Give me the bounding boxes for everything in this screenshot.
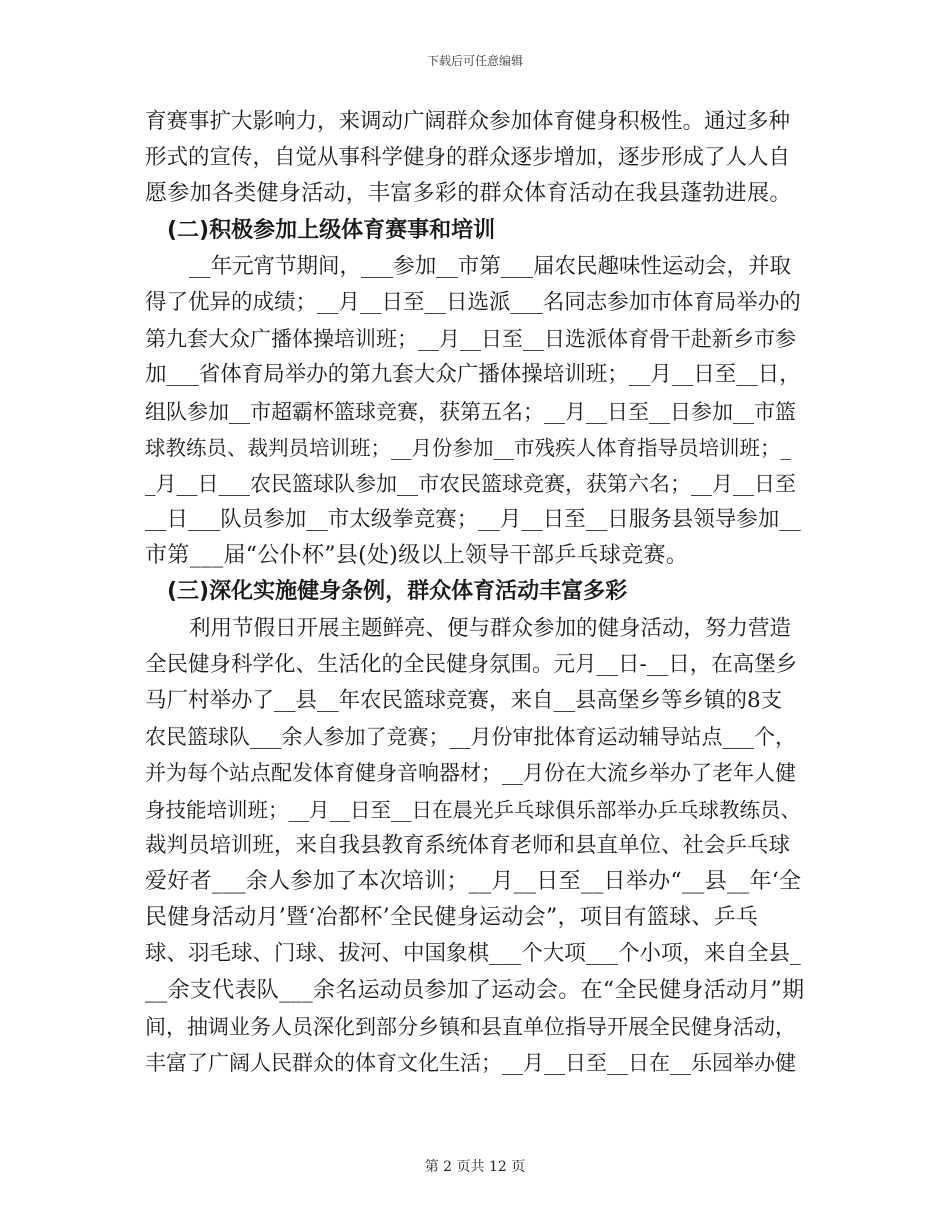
text-line: 育赛事扩大影响力，来调动广阔群众参加体育健身积极性。通过多种 <box>145 109 791 134</box>
section-heading: (三)深化实施健身条例，群众体育活动丰富多彩 <box>167 579 628 605</box>
text-line: 球教练员、裁判员培训班；__月份参加__市残疾人体育指导员培训班；_ <box>145 435 791 460</box>
text-line: 第九套大众广播体操培训班；__月__日至__日选派体育骨干赴新乡市参 <box>145 327 796 352</box>
text-line: _月__日___农民篮球队参加__市农民篮球竞赛，获第六名；__月__日至 <box>145 471 796 496</box>
page-footer: 第 2 页共 12 页 <box>424 1159 526 1175</box>
document-body <box>145 104 805 1081</box>
text-line: 愿参加各类健身活动，丰富多彩的群众体育活动在我县蓬勃进展。 <box>145 181 792 207</box>
text-line: 利用节假日开展主题鲜亮、便与群众参加的健身活动，努力营造 <box>189 615 792 641</box>
text-line: 爱好者___余人参加了本次培训；__月__日至__日举办“__县__年‘全 <box>145 868 802 894</box>
text-line: __日___队员参加__市太级拳竞赛；__月__日至__日服务县领导参加__ <box>145 507 801 533</box>
page-header: 下载后可任意编辑 <box>426 54 523 68</box>
text-line: 加___省体育局举办的第九套大众广播体操培训班；__月__日至__日， <box>145 362 801 388</box>
text-line: 得了优异的成绩；__月__日至__日选派___名同志参加市体育局举办的 <box>145 289 801 315</box>
text-line: 组队参加__市超霸杯篮球竞赛，获第五名；__月__日至__日参加__市篮 <box>145 399 796 424</box>
text-line: __余支代表队___余名运动员参加了运动会。在“全民健身活动月”期 <box>145 977 805 1003</box>
text-line: 裁判员培训班，来自我县教育系统体育老师和县直单位、社会乒乓球 <box>145 832 791 858</box>
text-line: __年元宵节期间，___参加__市第___届农民趣味性运动会，并取 <box>189 253 792 279</box>
text-line: 民健身活动月’暨‘冶都杯’全民健身运动会”，项目有篮球、乒乓 <box>145 905 759 931</box>
text-line: 马厂村举办了__县__年农民篮球竞赛，来自__县高堡乡等乡镇的8支 <box>145 688 783 713</box>
text-line: 全民健身科学化、生活化的全民健身氛围。元月__日-__日，在高堡乡 <box>145 651 798 677</box>
text-line: 市第___届“公仆杯”县(处)级以上领导干部乒乓球竞赛。 <box>145 543 689 569</box>
text-line: 身技能培训班；__月__日至__日在晨光乒乓球俱乐部举办乒乓球教练员、 <box>145 797 801 822</box>
text-line: 农民篮球队___余人参加了竞赛；__月份审批体育运动辅导站点___个， <box>145 725 796 750</box>
text-line: 并为每个站点配发体育健身音响器材；__月份在大流乡举办了老年人健 <box>145 761 796 786</box>
text-line: 形式的宣传，自觉从事科学健身的群众逐步增加，逐步形成了人人自 <box>145 145 791 171</box>
section-heading: (二)积极参加上级体育赛事和培训 <box>167 217 496 243</box>
text-line: 间，抽调业务人员深化到部分乡镇和县直单位指导开展全民健身活动， <box>145 1014 796 1039</box>
text-line: 球、羽毛球、门球、拔河、中国象棋___个大项___个小项，来自全县_ <box>145 941 801 967</box>
text-line: 丰富了广阔人民群众的体育文化生活；__月__日至__日在__乐园举办健 <box>145 1050 796 1075</box>
